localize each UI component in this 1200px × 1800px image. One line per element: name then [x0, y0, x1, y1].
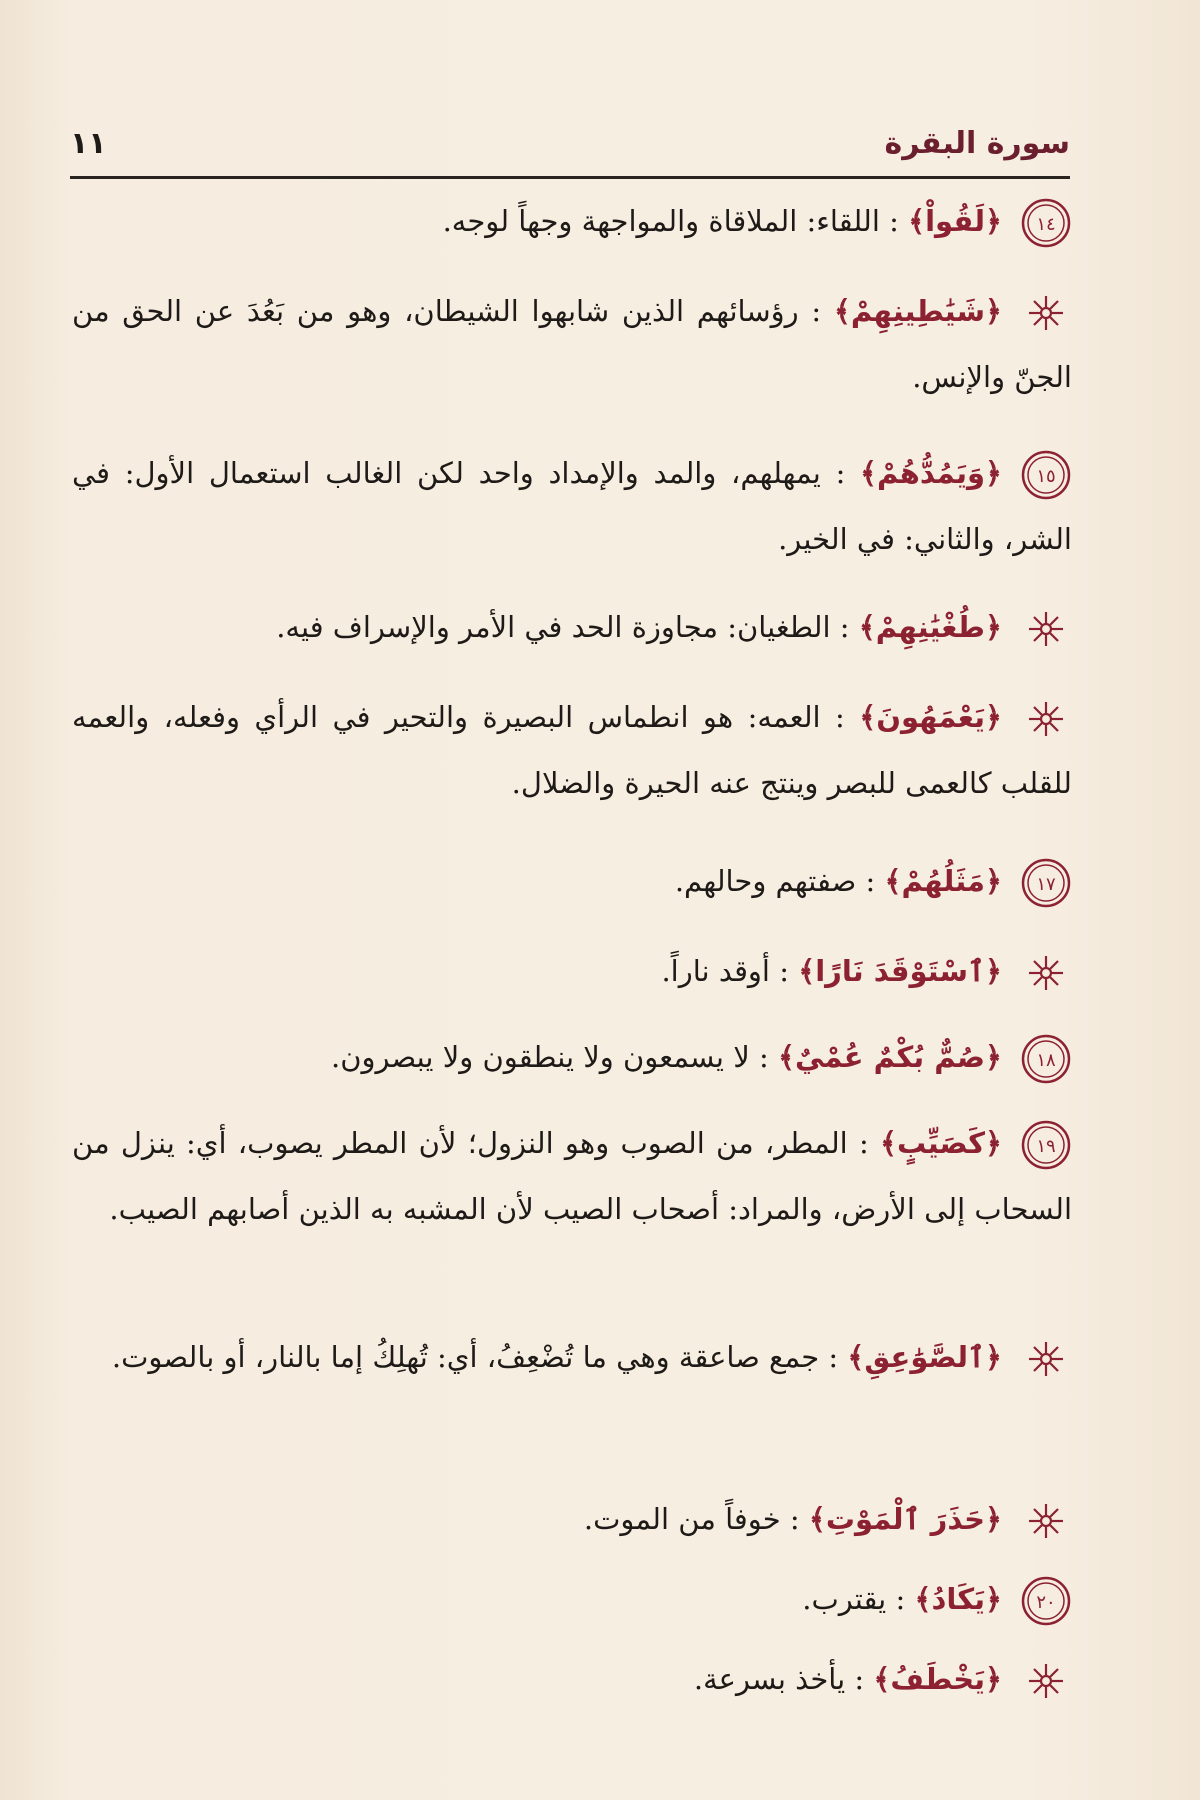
verse-number-medallion	[1020, 1119, 1072, 1171]
verse-number: ٢٠	[1036, 1592, 1056, 1613]
term-separator: :	[820, 456, 861, 490]
term-definition: خوفاً من الموت.	[583, 1502, 781, 1536]
quranic-term: يَخْطَفُ	[890, 1662, 985, 1696]
surah-title: سورة البقرة	[884, 125, 1070, 161]
verse-number: ١٥	[1036, 466, 1056, 487]
term-definition: أوقد ناراً.	[661, 954, 770, 988]
term-definition: صفتهم وحالهم.	[674, 864, 857, 898]
term-separator: :	[820, 700, 860, 734]
close-ornate-bracket: ﴾	[873, 1662, 891, 1696]
close-ornate-bracket: ﴾	[777, 1040, 795, 1074]
term-separator: :	[780, 1502, 809, 1536]
verse-number: ١٤	[1036, 214, 1056, 235]
open-ornate-bracket: ﴿	[985, 1582, 1002, 1616]
quranic-term: ٱسْتَوْقَدَ نَارًا	[815, 954, 985, 988]
quranic-term: مَثَلُهُمْ	[901, 864, 985, 898]
term-definition: اللقاء: الملاقاة والمواجهة وجهاً لوجه.	[442, 204, 880, 238]
open-ornate-bracket: ﴿	[984, 700, 1002, 734]
term-definition: جمع صاعقة وهي ما تُضْعِفُ، أي: تُهلِكُ إما بالنار، أو بالصوت.	[111, 1340, 820, 1374]
verse-number-medallion	[1020, 1033, 1072, 1085]
glossary-entry	[72, 1646, 1072, 1712]
glossary-entry	[72, 440, 1072, 572]
term-definition: الطغيان: مجاوزة الحد في الأمر والإسراف فيه.	[276, 610, 831, 644]
open-ornate-bracket: ﴿	[985, 610, 1002, 644]
quranic-term: طُغْيَٰنِهِمْ	[875, 610, 985, 644]
term-separator: :	[819, 1340, 848, 1374]
verse-number: ١٨	[1036, 1050, 1056, 1071]
open-ornate-bracket: ﴿	[985, 1662, 1002, 1696]
open-ornate-bracket: ﴿	[985, 1502, 1002, 1536]
open-ornate-bracket: ﴿	[985, 1126, 1002, 1160]
close-ornate-bracket: ﴾	[833, 294, 851, 328]
verse-number: ١٩	[1036, 1136, 1056, 1157]
close-ornate-bracket: ﴾	[859, 700, 877, 734]
verse-number-medallion	[1020, 197, 1072, 249]
open-ornate-bracket: ﴿	[985, 456, 1002, 490]
quranic-term: يَعْمَهُونَ	[876, 700, 985, 734]
glossary-entry	[72, 848, 1072, 914]
glossary-entry	[72, 1566, 1072, 1632]
star-ornament-icon	[1020, 947, 1072, 999]
glossary-entry	[72, 1110, 1072, 1242]
open-ornate-bracket: ﴿	[985, 954, 1002, 988]
glossary-entry	[72, 1024, 1072, 1090]
page-header	[70, 110, 1070, 179]
quranic-term: صُمٌّ بُكْمٌ عُمْيٌ	[794, 1040, 985, 1074]
glossary-entry	[72, 684, 1072, 816]
star-ornament-icon	[1020, 603, 1072, 655]
glossary-entry	[72, 1486, 1072, 1552]
close-ornate-bracket: ﴾	[884, 864, 902, 898]
glossary-entry	[72, 188, 1072, 254]
term-separator: :	[847, 1126, 881, 1160]
term-definition: رؤسائهم الذين شابهوا الشيطان، وهو من بَعُدَ عن الحق من الجنّ والإنس.	[72, 294, 1072, 394]
open-ornate-bracket: ﴿	[985, 204, 1002, 238]
glossary-entry	[72, 278, 1072, 410]
close-ornate-bracket: ﴾	[880, 1126, 898, 1160]
verse-number: ١٧	[1036, 874, 1056, 895]
term-separator: :	[770, 954, 799, 988]
close-ornate-bracket: ﴾	[808, 1502, 826, 1536]
glossary-entry	[72, 1324, 1072, 1390]
term-separator: :	[798, 294, 834, 328]
term-definition: المطر، من الصوب وهو النزول؛ لأن المطر يصوب، أي: ينزل من السحاب إلى الأرض، والمراد: أصحاب الصيب لأن المشبه به الذين أصابهم الصيب.	[72, 1126, 1072, 1226]
close-ornate-bracket: ﴾	[858, 610, 876, 644]
star-ornament-icon	[1020, 693, 1072, 745]
term-definition: يمهلهم، والمد والإمداد واحد لكن الغالب استعمال الأول: في الشر، والثاني: في الخير.	[72, 456, 1072, 556]
quranic-term: يَكَادُ	[931, 1582, 985, 1616]
term-separator: :	[886, 1582, 915, 1616]
open-ornate-bracket: ﴿	[985, 1340, 1002, 1374]
term-definition: يقترب.	[802, 1582, 887, 1616]
star-ornament-icon	[1020, 1333, 1072, 1385]
quranic-term: لَقُواْ	[925, 204, 985, 238]
verse-number-medallion	[1020, 449, 1072, 501]
term-separator: :	[856, 864, 885, 898]
quranic-term: ٱلصَّوَٰعِقِ	[864, 1340, 985, 1374]
open-ornate-bracket: ﴿	[984, 294, 1002, 328]
close-ornate-bracket: ﴾	[847, 1340, 865, 1374]
close-ornate-bracket: ﴾	[860, 456, 878, 490]
open-ornate-bracket: ﴿	[985, 864, 1002, 898]
quranic-term: شَيَٰطِينِهِمْ	[850, 294, 985, 328]
quranic-term: وَيَمُدُّهُمْ	[877, 456, 985, 490]
glossary-entry	[72, 938, 1072, 1004]
star-ornament-icon	[1020, 1495, 1072, 1547]
quranic-term: حَذَرَ ٱلْمَوْتِ	[825, 1502, 985, 1536]
term-definition: لا يسمعون ولا ينطقون ولا يبصرون.	[330, 1040, 750, 1074]
close-ornate-bracket: ﴾	[914, 1582, 932, 1616]
close-ornate-bracket: ﴾	[798, 954, 816, 988]
page-number: ١١	[70, 125, 107, 161]
glossary-entry	[72, 594, 1072, 660]
term-separator: :	[879, 204, 909, 238]
term-definition: العمه: هو انطماس البصيرة والتحير في الرأي وفعله، والعمه للقلب كالعمى للبصر وينتج عنه الحيرة والضلال.	[72, 700, 1072, 800]
verse-number-medallion	[1020, 857, 1072, 909]
open-ornate-bracket: ﴿	[985, 1040, 1002, 1074]
close-ornate-bracket: ﴾	[908, 204, 926, 238]
star-ornament-icon	[1020, 1655, 1072, 1707]
term-definition: يأخذ بسرعة.	[693, 1662, 846, 1696]
star-ornament-icon	[1020, 287, 1072, 339]
term-separator: :	[830, 610, 859, 644]
term-separator: :	[845, 1662, 874, 1696]
term-separator: :	[749, 1040, 778, 1074]
verse-number-medallion	[1020, 1575, 1072, 1627]
quranic-term: كَصَيِّبٍ	[897, 1126, 985, 1160]
